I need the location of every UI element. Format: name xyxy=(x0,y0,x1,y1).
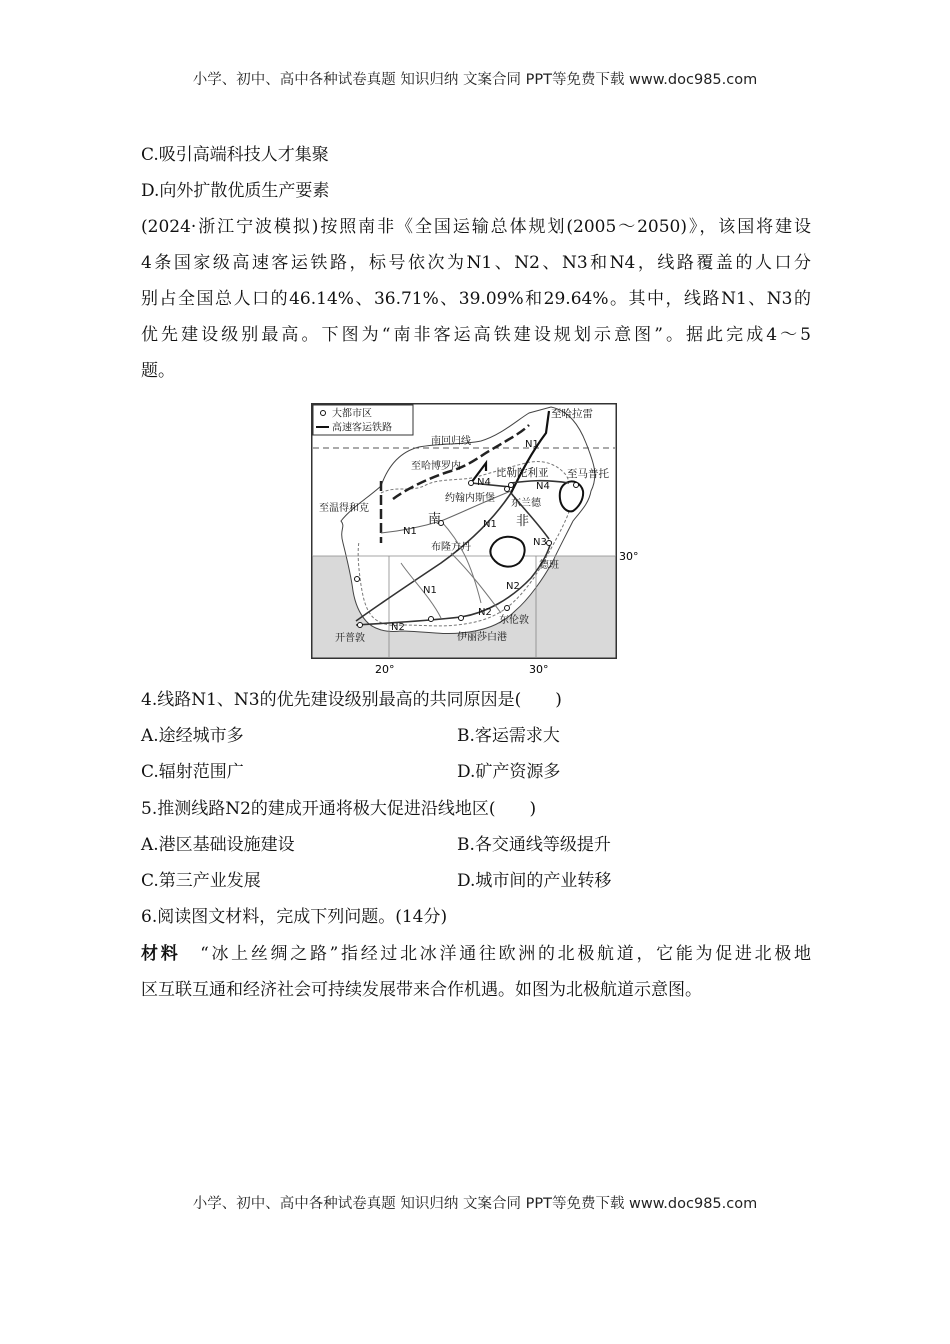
option-d-prev: D.向外扩散优质生产要素 xyxy=(141,181,330,201)
label-east-london: 东伦敦 xyxy=(499,615,529,626)
tropic-label: 南回归线 xyxy=(431,436,471,447)
line-n1-label-b: N1 xyxy=(403,526,417,537)
label-harare: 至哈拉雷 xyxy=(551,408,593,420)
line-n1-label-a: N1 xyxy=(525,439,539,450)
q4-option-d: D.矿产资源多 xyxy=(457,762,561,782)
q5-option-d: D.城市间的产业转移 xyxy=(457,871,612,891)
q4-stem: 4.线路N1、N3的优先建设级别最高的共同原因是( ) xyxy=(141,690,562,710)
q5-stem: 5.推测线路N2的建成开通将极大促进沿线地区( ) xyxy=(141,799,537,819)
q4-option-a: A.途经城市多 xyxy=(141,726,244,746)
q4-option-b: B.客运需求大 xyxy=(457,726,560,746)
line-n2-label-a: N2 xyxy=(506,581,520,592)
line-n3-label: N3 xyxy=(533,537,547,548)
q5-option-a: A.港区基础设施建设 xyxy=(141,835,295,855)
lon-label-30-outer: 30° xyxy=(529,663,549,676)
q4-option-c: C.辐射范围广 xyxy=(141,762,244,782)
line-n2-label-b: N2 xyxy=(478,607,492,618)
label-pretoria: 比勒陀利亚 xyxy=(496,467,549,479)
page-footer: 小学、初中、高中各种试卷真题 知识归纳 文案合同 PPT等免费下载 www.doc985.com xyxy=(192,1196,758,1212)
intro-line-4: 优先建设级别最高。下图为“南非客运高铁建设规划示意图”。据此完成4～5 xyxy=(141,325,811,345)
q6-stem: 6.阅读图文材料，完成下列问题。(14分) xyxy=(141,907,448,927)
q5-option-b: B.各交通线等级提升 xyxy=(457,835,611,855)
intro-line-3: 别占全国总人口的46.14%、36.71%、39.09%和29.64%。其中，线路N1、N3的 xyxy=(141,289,811,309)
label-gaborone: 至哈博罗内 xyxy=(411,461,461,472)
country-label-2: 非 xyxy=(516,514,530,529)
map-outer-labels xyxy=(311,403,711,683)
intro-line-1: (2024·浙江宁波模拟)按照南非《全国运输总体规划(2005～2050)》，该国将建设 xyxy=(141,217,811,237)
lon-label-20-outer: 20° xyxy=(375,663,395,676)
line-n4-label-b: N4 xyxy=(536,481,550,492)
legend-rail: 高速客运铁路 xyxy=(332,422,392,434)
line-n4-label-a: N4 xyxy=(477,477,491,488)
line-n1-label-d: N1 xyxy=(423,585,437,596)
intro-line-2: 4条国家级高速客运铁路，标号依次为N1、N2、N3和N4，线路覆盖的人口分 xyxy=(141,253,811,273)
page-header: 小学、初中、高中各种试卷真题 知识归纳 文案合同 PPT等免费下载 www.doc985.com xyxy=(192,72,758,88)
label-johannesburg: 约翰内斯堡 xyxy=(445,493,495,504)
legend-metro: 大都市区 xyxy=(332,408,372,420)
label-windhoek: 至温得和克 xyxy=(319,503,369,514)
material-line-1 xyxy=(141,942,811,966)
label-cape-town: 开普敦 xyxy=(335,633,365,644)
material-label: 材料 xyxy=(141,944,181,964)
label-durban: 德班 xyxy=(539,560,559,571)
material-line-2: 区互联互通和经济社会可持续发展带来合作机遇。如图为北极航道示意图。 xyxy=(141,980,702,1000)
label-port-elizabeth: 伊丽莎白港 xyxy=(457,632,507,643)
country-label-1: 南 xyxy=(428,512,442,527)
label-east-rand: 东兰德 xyxy=(511,498,541,509)
option-c-prev: C.吸引高端科技人才集聚 xyxy=(141,145,329,165)
intro-line-5: 题。 xyxy=(141,361,175,381)
line-n1-label-c: N1 xyxy=(483,519,497,530)
label-maputo: 至马普托 xyxy=(567,468,609,480)
label-bloemfontein: 布隆方丹 xyxy=(431,542,471,553)
q5-option-c: C.第三产业发展 xyxy=(141,871,261,891)
lat-label-30: 30° xyxy=(619,550,639,563)
material-text-1: “冰上丝绸之路”指经过北冰洋通往欧洲的北极航道，它能为促进北极地 xyxy=(200,944,812,964)
line-n2-label-c: N2 xyxy=(391,622,405,633)
